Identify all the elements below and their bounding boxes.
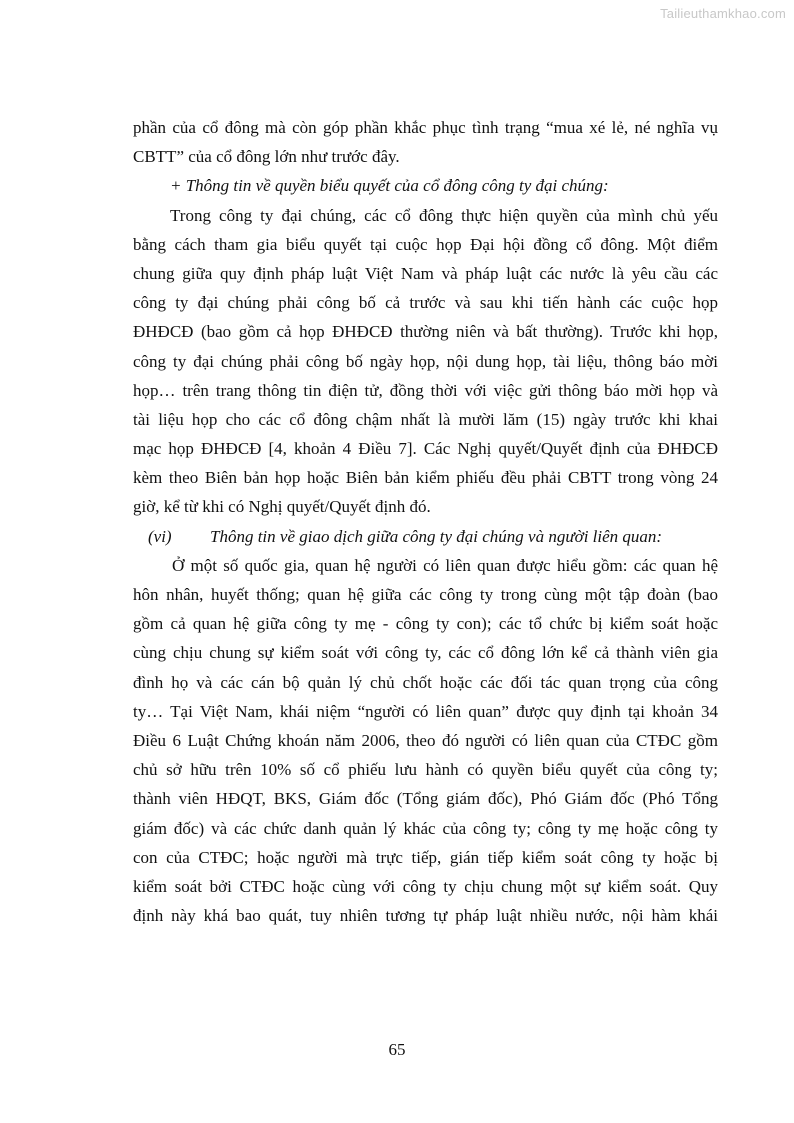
text-line: thành viên HĐQT, BKS, Giám đốc (Tổng giám đốc), Phó Giám đốc (Phó Tổng bbox=[133, 789, 718, 809]
text-line: họp… trên trang thông tin điện tử, đồng thời với việc gửi thông báo mời họp và bbox=[133, 380, 718, 400]
text-line: định này khá bao quát, tuy nhiên tương tự pháp luật nhiều nước, nội hàm khái bbox=[133, 906, 718, 926]
text-line: kiểm soát bởi CTĐC hoặc cùng với công ty chịu chung một sự kiểm soát. Quy bbox=[133, 876, 718, 896]
text-line: CBTT” của cổ đông lớn như trước đây. bbox=[133, 147, 400, 167]
text-line: Trong công ty đại chúng, các cổ đông thực hiện quyền của mình chủ yếu bbox=[170, 205, 718, 225]
text-line: ty… Tại Việt Nam, khái niệm “người có liên quan” được quy định tại khoản 34 bbox=[133, 701, 718, 721]
text-line: giờ, kể từ khi có Nghị quyết/Quyết định đó. bbox=[133, 497, 431, 517]
text-line: mạc họp ĐHĐCĐ [4, khoản 4 Điều 7]. Các Nghị quyết/Quyết định của ĐHĐCĐ bbox=[133, 439, 718, 459]
text-line: giám đốc) và các chức danh quản lý khác của công ty; công ty mẹ hoặc công ty bbox=[133, 818, 718, 838]
text-line: công ty đại chúng phải công bố cả trước và sau khi tiến hành các cuộc họp bbox=[133, 293, 718, 313]
section-heading: + Thông tin về quyền biểu quyết của cổ đông công ty đại chúng: bbox=[170, 176, 609, 196]
text-line: phần của cổ đông mà còn góp phần khắc phục tình trạng “mua xé lẻ, né nghĩa vụ bbox=[133, 118, 718, 137]
item-number: (vi) bbox=[148, 526, 172, 546]
text-line: ĐHĐCĐ (bao gồm cả họp ĐHĐCĐ thường niên và bất thường). Trước khi họp, bbox=[133, 322, 718, 342]
text-line: hôn nhân, huyết thống; quan hệ giữa các công ty trong cùng một tập đoàn (bao bbox=[133, 585, 718, 604]
text-line: con của CTĐC; hoặc người mà trực tiếp, gián tiếp kiểm soát công ty hoặc bị bbox=[133, 847, 718, 867]
text-line: chung giữa quy định pháp luật Việt Nam và pháp luật các nước là yêu cầu các bbox=[133, 263, 718, 283]
section-heading-text: Thông tin về giao dịch giữa công ty đại chúng và người liên quan: bbox=[210, 526, 663, 546]
text-line: Điều 6 Luật Chứng khoán năm 2006, theo đó người có liên quan của CTĐC gồm bbox=[133, 730, 718, 750]
page-number: 65 bbox=[388, 1040, 406, 1059]
text-line: đình họ và các cán bộ quản lý chủ chốt hoặc các đối tác quan trọng của công bbox=[133, 672, 718, 692]
watermark: Tailieuthamkhao.com bbox=[660, 6, 786, 21]
text-line: kèm theo Biên bản họp hoặc Biên bản kiểm phiếu đều phải CBTT trong vòng 24 bbox=[133, 468, 718, 488]
text-line: công ty đại chúng phải công bố ngày họp, nội dung họp, tài liệu, thông báo mời bbox=[133, 351, 718, 371]
text-line: cùng chịu chung sự kiểm soát với công ty, các cổ đông lớn kể cả thành viên gia bbox=[133, 643, 718, 663]
text-line: bằng cách tham gia biểu quyết tại cuộc họp Đại hội đồng cổ đông. Một điểm bbox=[133, 234, 718, 254]
text-line: Ở một số quốc gia, quan hệ người có liên quan được hiểu gồm: các quan hệ bbox=[172, 555, 718, 575]
document-body bbox=[133, 113, 718, 930]
section-heading-vi bbox=[133, 522, 718, 551]
text-line: tài liệu họp cho các cổ đông chậm nhất là mười lăm (15) ngày trước khi khai bbox=[133, 409, 718, 429]
text-line: chủ sở hữu trên 10% số cổ phiếu lưu hành có quyền biểu quyết của công ty; bbox=[133, 760, 718, 780]
text-line: gồm cả quan hệ giữa công ty mẹ - công ty con); các tổ chức bị kiểm soát hoặc bbox=[133, 614, 718, 634]
